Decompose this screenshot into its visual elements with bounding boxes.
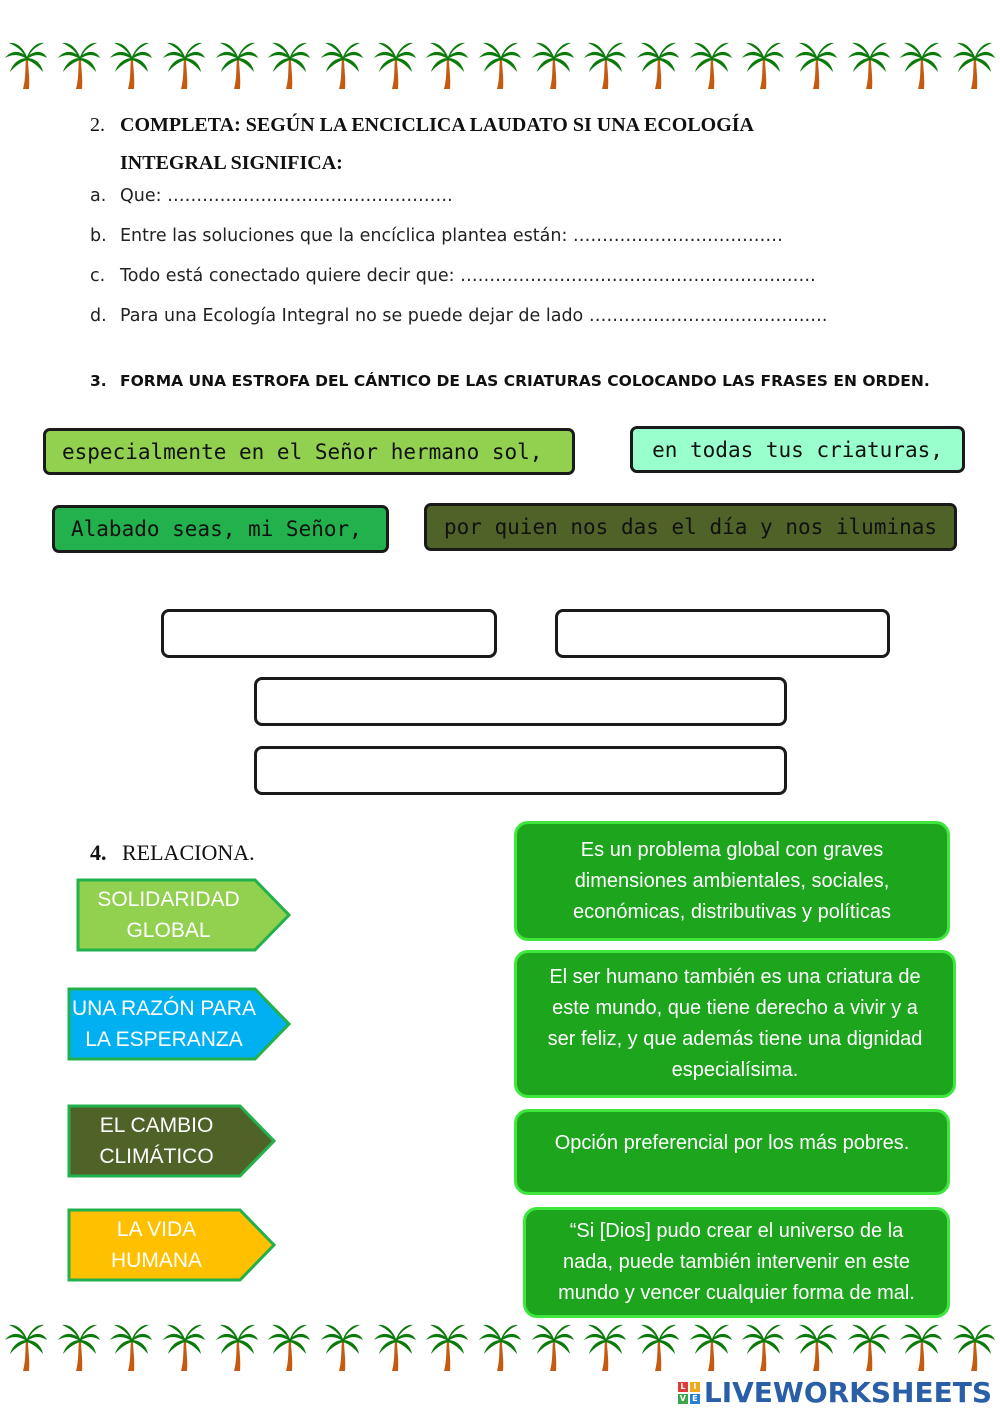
question-3-text: FORMA UNA ESTROFA DEL CÁNTICO DE LAS CRIATURAS COLOCANDO LAS FRASES EN ORDEN. (120, 372, 930, 390)
palm-tree-icon (952, 40, 996, 90)
drop-slot-4[interactable] (254, 746, 787, 795)
drop-slot-2[interactable] (555, 609, 890, 658)
question-2-title-line1: COMPLETA: SEGÚN LA ENCICLICA LAUDATO SI UNA ECOLOGÍA (120, 114, 754, 136)
palm-tree-icon (899, 40, 943, 90)
match-tag-solidaridad[interactable] (76, 878, 291, 952)
palm-tree-icon (162, 40, 206, 90)
phrase-card[interactable] (52, 505, 389, 553)
palm-tree-icon (794, 40, 838, 90)
definition-text: Opción preferencial por los más pobres. (554, 1132, 910, 1154)
palm-tree-icon (4, 40, 48, 90)
item-text: Que: …………………………………………. (120, 186, 453, 206)
item-d (90, 306, 827, 326)
definition-box-4[interactable] (523, 1207, 950, 1318)
item-letter: b. (90, 226, 107, 246)
item-letter: d. (90, 306, 107, 326)
palm-tree-icon (689, 1322, 733, 1372)
palm-tree-icon (320, 1322, 364, 1372)
palm-tree-icon (689, 40, 733, 90)
top-palm-border (0, 40, 1000, 96)
palm-tree-icon (899, 1322, 943, 1372)
item-text: Entre las soluciones que la encíclica plantea están: ……………………………… (120, 226, 783, 246)
item-text: Todo está conectado quiere decir que: ……………………………………………………. (120, 266, 816, 286)
tag-label: LA VIDA HUMANA (110, 1218, 202, 1272)
drop-slot-1[interactable] (161, 609, 497, 658)
logo-letter: L (678, 1382, 688, 1392)
match-tag-vida-humana[interactable] (67, 1208, 276, 1282)
question-2-number: 2. (90, 114, 105, 136)
question-2-title-line2: INTEGRAL SIGNIFICA: (120, 152, 343, 174)
palm-tree-icon (478, 40, 522, 90)
item-letter: a. (90, 186, 107, 206)
drop-slot-3[interactable] (254, 677, 787, 726)
question-4-text: RELACIONA. (122, 840, 255, 865)
phrase-text: Alabado seas, mi Señor, (71, 517, 362, 541)
match-tag-cambio-climatico[interactable] (67, 1104, 276, 1178)
phrase-card[interactable] (424, 503, 957, 551)
palm-tree-icon (267, 1322, 311, 1372)
liveworksheets-logo-icon (678, 1382, 700, 1404)
palm-tree-icon (57, 40, 101, 90)
palm-tree-icon (109, 1322, 153, 1372)
palm-tree-icon (794, 1322, 838, 1372)
question-2-title (90, 106, 950, 182)
palm-tree-icon (162, 1322, 206, 1372)
definition-text: Es un problema global con graves dimensiones ambientales, sociales, económicas, distributivas y políticas (573, 838, 891, 923)
palm-tree-icon (847, 40, 891, 90)
tag-label: UNA RAZÓN PARA LA ESPERANZA (72, 997, 256, 1051)
palm-tree-icon (109, 40, 153, 90)
question-3-number: 3. (90, 372, 107, 390)
palm-tree-icon (741, 40, 785, 90)
item-letter: c. (90, 266, 106, 286)
logo-letter: I (690, 1382, 700, 1392)
definition-text: “Si [Dios] pudo crear el universo de la nada, puede también intervenir en este mundo y vencer cualquier forma de mal. (558, 1220, 915, 1304)
palm-tree-icon (531, 40, 575, 90)
phrase-card[interactable] (630, 426, 965, 473)
item-text: Para una Ecología Integral no se puede dejar de lado ……………………………….…. (120, 306, 828, 326)
palm-tree-icon (320, 40, 364, 90)
palm-tree-icon (373, 40, 417, 90)
liveworksheets-text: LIVEWORKSHEETS (703, 1376, 992, 1409)
liveworksheets-logo (678, 1376, 992, 1409)
palm-tree-icon (531, 1322, 575, 1372)
match-tag-esperanza[interactable] (67, 987, 291, 1061)
palm-tree-icon (373, 1322, 417, 1372)
palm-tree-icon (215, 1322, 259, 1372)
palm-tree-icon (267, 40, 311, 90)
item-a (90, 186, 453, 206)
question-3-title (90, 372, 930, 390)
palm-tree-icon (847, 1322, 891, 1372)
palm-tree-icon (583, 1322, 627, 1372)
palm-tree-icon (425, 1322, 469, 1372)
logo-letter: E (690, 1394, 700, 1404)
palm-tree-icon (583, 40, 627, 90)
palm-tree-icon (636, 40, 680, 90)
phrase-text: en todas tus criaturas, (652, 437, 943, 462)
item-b (90, 226, 783, 246)
palm-tree-icon (57, 1322, 101, 1372)
phrase-text: especialmente en el Señor hermano sol, (62, 439, 543, 464)
palm-tree-icon (425, 40, 469, 90)
question-4-title (90, 840, 255, 866)
question-4-number: 4. (90, 840, 107, 865)
palm-tree-icon (952, 1322, 996, 1372)
palm-tree-icon (741, 1322, 785, 1372)
palm-tree-icon (4, 1322, 48, 1372)
item-c (90, 266, 816, 286)
definition-box-1[interactable] (514, 821, 950, 941)
definition-box-3[interactable] (514, 1109, 950, 1195)
bottom-palm-border (0, 1322, 1000, 1378)
tag-label: EL CAMBIO CLIMÁTICO (99, 1114, 214, 1168)
palm-tree-icon (636, 1322, 680, 1372)
logo-letter: V (679, 1393, 686, 1403)
definition-text: El ser humano también es una criatura de este mundo, que tiene derecho a vivir y a ser feliz, y que además tiene una dignidad especialísima. (547, 966, 923, 1081)
tag-label: SOLIDARIDAD GLOBAL (97, 888, 240, 942)
phrase-card[interactable] (43, 428, 575, 475)
phrase-text: por quien nos das el día y nos iluminas (443, 515, 938, 539)
palm-tree-icon (215, 40, 259, 90)
definition-box-2[interactable] (514, 950, 956, 1098)
palm-tree-icon (478, 1322, 522, 1372)
